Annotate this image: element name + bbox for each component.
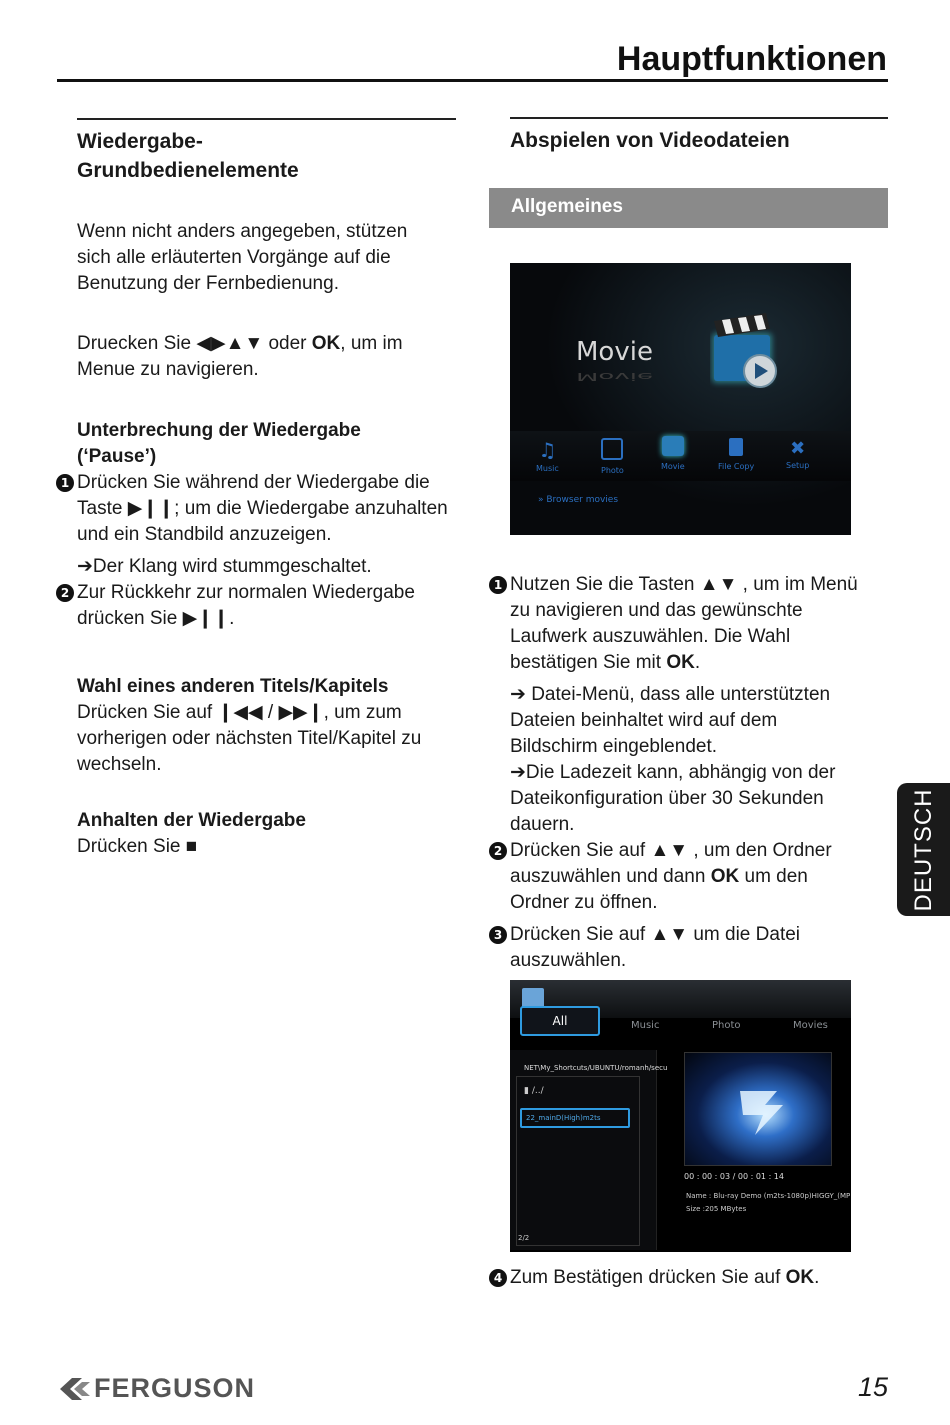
pause-title: Unterbrechung der Wiedergabe: [77, 420, 361, 441]
menu-label: Photo: [601, 466, 624, 475]
ok-key-label: OK: [710, 866, 740, 887]
menu-item-file-copy[interactable]: [718, 438, 754, 471]
file-list-box: [516, 1076, 640, 1246]
left-title-line2: Grundbedienelemente: [77, 159, 299, 182]
movie-icon: [662, 436, 684, 456]
menu-label: Setup: [786, 461, 810, 470]
stop-line: Drücken Sie ■: [77, 836, 198, 857]
brand-logo: [60, 1373, 255, 1404]
bluray-logo-icon: [685, 1053, 831, 1165]
step1-line: Nutzen Sie die Tasten ▲▼ , um im Menü: [510, 574, 858, 595]
movie-menu-title-reflection: Movie: [576, 370, 653, 382]
navigate-text: oder: [268, 333, 307, 354]
header-rule: [57, 79, 888, 82]
right-steps: 1 Nutzen Sie die Tasten ▲▼ , um im Menü zu navigieren und das gewünschte Laufwerk auszuwählen. Die Wahl bestätigen Sie mit OK. ➔ Datei-Menü, dass alle unterstützten Dateien beinhaltet wird auf dem Bildschirm eingeblendet. ➔Die Ladezeit kann, abhängig von der Dateikonfiguration über 30 Sekunden dauern. 2 Drücken Sie auf ▲▼ , um den Ordner auszuwählen und dann OK um den Ordner zu öffnen. 3 Drücken Sie auf ▲▼ um die Datei auszuwählen.: [510, 572, 890, 974]
movie-menu-screenshot: [510, 263, 851, 535]
navigate-text: , um im: [340, 333, 403, 354]
navigate-line2: Menue zu navigieren.: [77, 359, 259, 380]
language-tab: [897, 783, 950, 916]
intro-line: sich alle erläuterten Vorgänge auf die: [77, 247, 391, 268]
chapter-line: vorherigen oder nächsten Titel/Kapitel zu: [77, 728, 422, 749]
path-label: NET\My_Shortcuts/UBUNTU/romanh/secu: [524, 1064, 668, 1072]
file-size-info: Size :205 MBytes: [686, 1205, 747, 1213]
intro-line: Wenn nicht anders angegeben, stützen: [77, 221, 408, 242]
brand-name: FERGUSON: [94, 1373, 256, 1403]
tab-music[interactable]: Music: [631, 1020, 660, 1031]
pause-title: (‘Pause’): [77, 446, 157, 467]
left-section-title: [77, 127, 299, 185]
left-title-line1: Wiedergabe-: [77, 130, 203, 153]
menu-item-music[interactable]: [536, 438, 559, 473]
chapter-section: [77, 674, 457, 778]
pause-result: ➔Der Klang wird stummgeschaltet.: [77, 556, 372, 577]
step-number-badge: 1: [56, 474, 74, 492]
note2-line: Dateikonfiguration über 30 Sekunden: [510, 788, 824, 809]
pause-step2-line: Zur Rückkehr zur normalen Wiedergabe: [77, 582, 415, 603]
menu-label: File Copy: [718, 462, 755, 471]
file-name-info: Name : Blu-ray Demo (m2ts-1080p)HIGGY_(MP: [686, 1192, 851, 1200]
subsection-bar: [489, 188, 888, 228]
step4-text: Zum Bestätigen drücken Sie auf: [510, 1267, 781, 1288]
chapter-line: wechseln.: [77, 754, 162, 775]
step1-line: bestätigen Sie mit: [510, 652, 662, 673]
step3-line: auszuwählen.: [510, 950, 627, 971]
step2-line: um den: [744, 866, 808, 887]
ferguson-logo-icon: [60, 1376, 90, 1398]
pause-step1-line: Taste ▶❙❙; um die Wiedergabe anzuhalten: [77, 498, 448, 519]
note1-line: ➔ Datei-Menü, dass alle unterstützten: [510, 684, 831, 705]
menu-item-setup[interactable]: [786, 438, 809, 470]
note1-line: Dateien beinhaltet wird auf dem: [510, 710, 778, 731]
language-tab-label: DEUTSCH: [909, 787, 937, 912]
page-header-title: Hauptfunktionen: [616, 40, 887, 78]
step1-line: Laufwerk auszuwählen. Die Wahl: [510, 626, 791, 647]
step-number-badge: 3: [489, 926, 507, 944]
photo-icon: [601, 438, 623, 460]
step-number-badge: 2: [489, 842, 507, 860]
stop-section: [77, 808, 306, 860]
parent-folder-label: /../: [531, 1086, 544, 1096]
note1-line: Bildschirm eingeblendet.: [510, 736, 718, 757]
left-column-rule: [77, 118, 456, 120]
video-preview: [684, 1052, 832, 1166]
selected-file-item[interactable]: 22_mainD(High)m2ts: [520, 1108, 630, 1128]
page-indicator: 2/2: [518, 1234, 530, 1242]
pause-step1-line: und ein Standbild anzuzeigen.: [77, 524, 332, 545]
intro-paragraph: [77, 219, 407, 297]
parent-folder-item[interactable]: ▮ /../: [524, 1086, 544, 1096]
tools-icon: ✖: [790, 438, 806, 459]
step-number-badge: 1: [489, 576, 507, 594]
menu-item-movie[interactable]: [661, 436, 685, 471]
page-number: 15: [857, 1372, 888, 1402]
tab-movies[interactable]: Movies: [793, 1020, 828, 1031]
step1-line: zu navigieren und das gewünschte: [510, 600, 803, 621]
menu-label: Music: [536, 464, 559, 473]
pause-step2-line: drücken Sie ▶❙❙.: [77, 608, 235, 629]
menu-label: Movie: [661, 462, 685, 471]
arrow-keys-icon: ◀▶▲▼: [196, 333, 264, 354]
stop-title: Anhalten der Wiedergabe: [77, 810, 306, 831]
step-number-badge: 2: [56, 584, 74, 602]
step2-line: auszuwählen und dann: [510, 866, 706, 887]
movie-menu-title: Movie: [576, 337, 653, 367]
chapter-title: Wahl eines anderen Titels/Kapitels: [77, 676, 389, 697]
navigate-paragraph: [77, 331, 403, 383]
music-note-icon: ♫: [538, 438, 557, 462]
browser-hint: » Browser movies: [538, 495, 619, 505]
step4: 4 Zum Bestätigen drücken Sie auf OK.: [510, 1265, 819, 1291]
note2-line: dauern.: [510, 814, 575, 835]
intro-line: Benutzung der Fernbedienung.: [77, 273, 339, 294]
step2-line: Drücken Sie auf ▲▼ , um den Ordner: [510, 840, 832, 861]
tab-photo[interactable]: Photo: [712, 1020, 741, 1031]
file-browser-screenshot: [510, 980, 851, 1252]
chapter-line: Drücken Sie auf ❙◀◀ / ▶▶❙, um zum: [77, 702, 402, 723]
step3-line: Drücken Sie auf ▲▼ um die Datei: [510, 924, 801, 945]
menu-item-photo[interactable]: [601, 438, 624, 475]
note2-line: ➔Die Ladezeit kann, abhängig von der: [510, 762, 836, 783]
step-number-badge: 4: [489, 1269, 507, 1287]
ok-key-label: OK: [666, 652, 695, 673]
pause-section: [60, 418, 457, 632]
subsection-bar-label: Allgemeines: [511, 196, 623, 217]
pause-step1-line: Drücken Sie während der Wiedergabe die: [77, 472, 430, 493]
file-copy-icon: [729, 438, 743, 456]
right-section-title: Abspielen von Videodateien: [510, 129, 790, 152]
tab-all[interactable]: All: [520, 1006, 600, 1036]
navigate-text: Druecken Sie: [77, 333, 192, 354]
file-list-panel: [510, 1050, 668, 1250]
step2-line: Ordner zu öffnen.: [510, 892, 658, 913]
ok-key-label: OK: [785, 1267, 815, 1288]
ok-key-label: OK: [311, 333, 341, 354]
right-column-rule: [510, 117, 888, 119]
clapperboard-icon: [710, 311, 785, 395]
playback-time: 00 : 00 : 03 / 00 : 01 : 14: [684, 1172, 784, 1181]
